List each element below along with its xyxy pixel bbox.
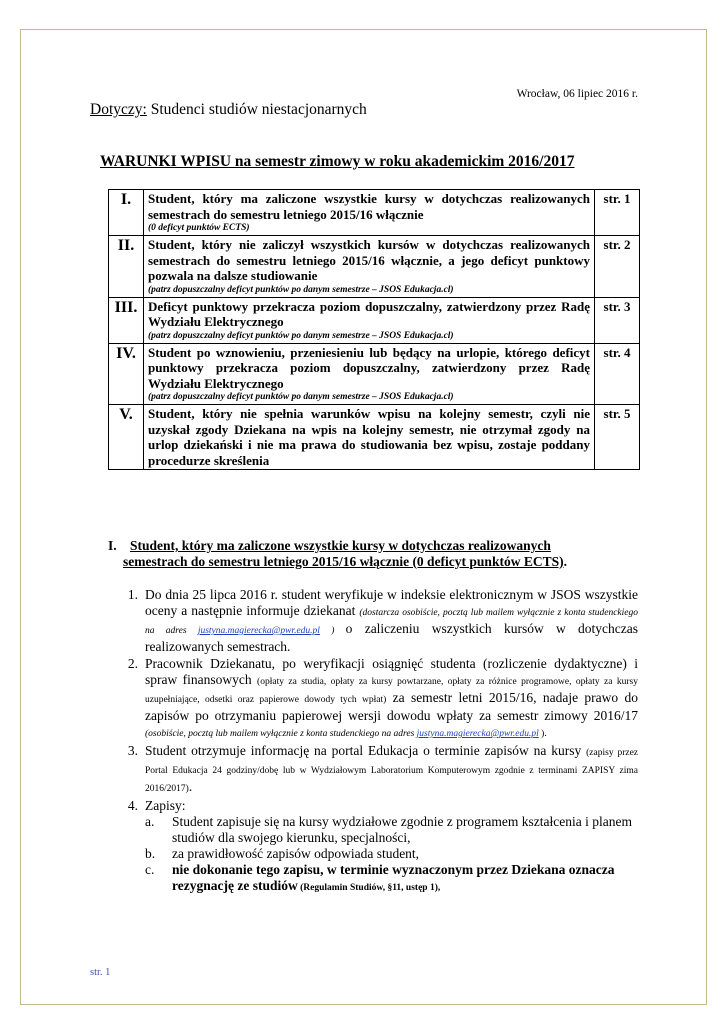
sub-list-item <box>130 814 638 846</box>
sub-item-letter: b. <box>145 846 156 861</box>
list-item-note: (zapisy przez Portal Edukacja 24 godziny/dobę lub w Wydziałowym Laboratorium Komputerowym zgodnie z terminami ZAPISY zima 2016/2017) <box>145 748 639 794</box>
summary-row <box>109 405 640 470</box>
email-link[interactable]: justyna.magierecka@pwr.edu.pl <box>416 729 539 739</box>
row-text: Student, który ma zaliczone wszystkie kursy w dotychczas realizowanych semestrach do semestru letniego 2015/16 włącznie <box>148 191 590 222</box>
row-number: V. <box>109 405 144 470</box>
list-item-text-cont: za semestr letni 2015/16, nadaje prawo do zapisów po otrzymaniu papierowej wersji dowodu wpłaty za semestr zimowy 2016/17 <box>145 690 638 723</box>
list-item <box>127 656 638 742</box>
list-item-note: (dostarcza osobiście, pocztą lub mailem wyłącznie z konta studenckiego na adres <box>145 608 638 636</box>
list-item-number: 1. <box>127 587 138 602</box>
numbered-list <box>127 587 639 896</box>
row-description <box>144 297 595 343</box>
list-item-number: 2. <box>127 656 138 671</box>
sub-item-text: za prawidłowość zapisów odpowiada student, <box>172 846 420 861</box>
sub-item-text: nie dokonanie tego zapisu, w terminie wyznaczonym przez Dziekana oznacza rezygnację ze studiów <box>172 862 615 893</box>
list-item-note-2: (osobiście, pocztą lub mailem wyłącznie z konta studenckiego na adres <box>145 729 417 739</box>
row-note: (patrz dopuszczalny deficyt punktów po danym semestrze – JSOS Edukacja.cl) <box>148 330 454 341</box>
section-heading <box>108 538 638 570</box>
list-item <box>127 798 638 814</box>
subject-line <box>90 101 367 119</box>
list-item-text: Student otrzymuje informację na portal Edukacja o terminie zapisów na kursy <box>145 743 587 758</box>
row-number: IV. <box>109 343 144 405</box>
list-item-number: 3. <box>127 743 138 758</box>
row-number: III. <box>109 297 144 343</box>
row-description <box>144 190 595 236</box>
list-item <box>127 587 638 655</box>
row-note: (patrz dopuszczalny deficyt punktów po danym semestrze – JSOS Edukacja.cl) <box>148 392 454 402</box>
summary-row <box>109 236 640 298</box>
list-item-text: Do dnia 25 lipca 2016 r. student weryfikuje w indeksie elektronicznym w JSOS wszystkie oceny a następnie informuje dziekanat <box>145 587 638 618</box>
subject-label: Dotyczy: <box>90 101 147 118</box>
list-item-note: (opłaty za studia, opłaty za kursy powtarzane, opłaty za różnice programowe, opłaty za kursy uzupełniające, odsetki oraz papierowe dowody tych wpłat) <box>145 677 638 705</box>
section-heading-line2: semestrach do semestru letniego 2015/16 włącznie (0 deficyt punktów ECTS) <box>123 554 564 569</box>
list-item-text: Zapisy: <box>145 798 186 813</box>
row-note: (patrz dopuszczalny deficyt punktów po danym semestrze – JSOS Edukacja.cl) <box>148 284 454 295</box>
list-item-end: ). <box>538 729 547 739</box>
sub-item-letter: a. <box>145 814 155 829</box>
row-description <box>144 405 595 470</box>
document-date: Wrocław, 06 lipiec 2016 r. <box>516 88 638 100</box>
row-text: Student, który nie zaliczył wszystkich kursów w dotychczas realizowanych semestrach do semestru letniego 2015/16 włącznie, a jego deficyt punktowy pozwala na dalsze studiowanie <box>148 237 590 283</box>
row-text: Student po wznowieniu, przeniesieniu lub będący na urlopie, którego deficyt punktowy przekracza poziom dopuszczalny, zatwierdzony przez Radę Wydziału Elektrycznego <box>148 344 590 391</box>
sub-list-item <box>130 846 638 862</box>
row-number: I. <box>109 190 144 236</box>
summary-row <box>109 190 640 236</box>
list-item-number: 4. <box>127 798 138 813</box>
row-page-ref: str. 5 <box>595 405 640 470</box>
list-item-text: Pracownik Dziekanatu, po weryfikacji osiągnięć studenta (rozliczenie dydaktyczne) i spraw finansowych <box>145 656 638 687</box>
section-heading-end: . <box>563 554 567 569</box>
summary-table <box>108 189 640 470</box>
row-description <box>144 236 595 298</box>
row-note: (0 deficyt punktów ECTS) <box>148 223 250 233</box>
sub-item-reference: (Regulamin Studiów, §11, ustęp 1), <box>297 883 441 893</box>
row-page-ref: str. 3 <box>595 297 640 343</box>
document-title: WARUNKI WPISU na semestr zimowy w roku akademickim 2016/2017 <box>100 153 575 170</box>
subject-text: Studenci studiów niestacjonarnych <box>146 101 367 118</box>
row-page-ref: str. 4 <box>595 343 640 405</box>
email-link[interactable]: justyna.magierecka@pwr.edu.pl <box>197 626 320 636</box>
row-page-ref: str. 2 <box>595 236 640 298</box>
sub-item-text: Student zapisuje się na kursy wydziałowe zgodnie z programem kształcenia i planem studiów dla swojego kierunku, specjalności, <box>172 814 632 845</box>
section-number: I. <box>108 538 117 553</box>
list-item-end: . <box>188 779 193 794</box>
section-heading-line1: Student, który ma zaliczone wszystkie kursy w dotychczas realizowanych <box>130 538 551 553</box>
sub-item-letter: c. <box>145 862 155 877</box>
row-text: Deficyt punktowy przekracza poziom dopuszczalny, zatwierdzony przez Radę Wydziału Elektrycznego <box>148 298 590 329</box>
summary-row <box>109 343 640 405</box>
row-text: Student, który nie spełnia warunków wpisu na kolejny semestr, czyli nie uzyskał zgody Dziekana na wpis na kolejny semestr, nie otrzymał zgody na urlop dziekański i nie ma prawa do studiowania bez wpisu, zostaje poddany procedurze skreślenia <box>148 406 590 468</box>
row-number: II. <box>109 236 144 298</box>
list-item <box>127 743 639 797</box>
list-item-note-end: ) <box>319 626 346 636</box>
list-item-text-end: o zaliczeniu wszystkich kursów w dotychczas realizowanych semestrach. <box>145 621 638 654</box>
sub-list-item <box>130 862 638 896</box>
page-number: str. 1 <box>90 967 111 978</box>
summary-row <box>109 297 640 343</box>
row-page-ref: str. 1 <box>595 190 640 236</box>
row-description <box>144 343 595 405</box>
